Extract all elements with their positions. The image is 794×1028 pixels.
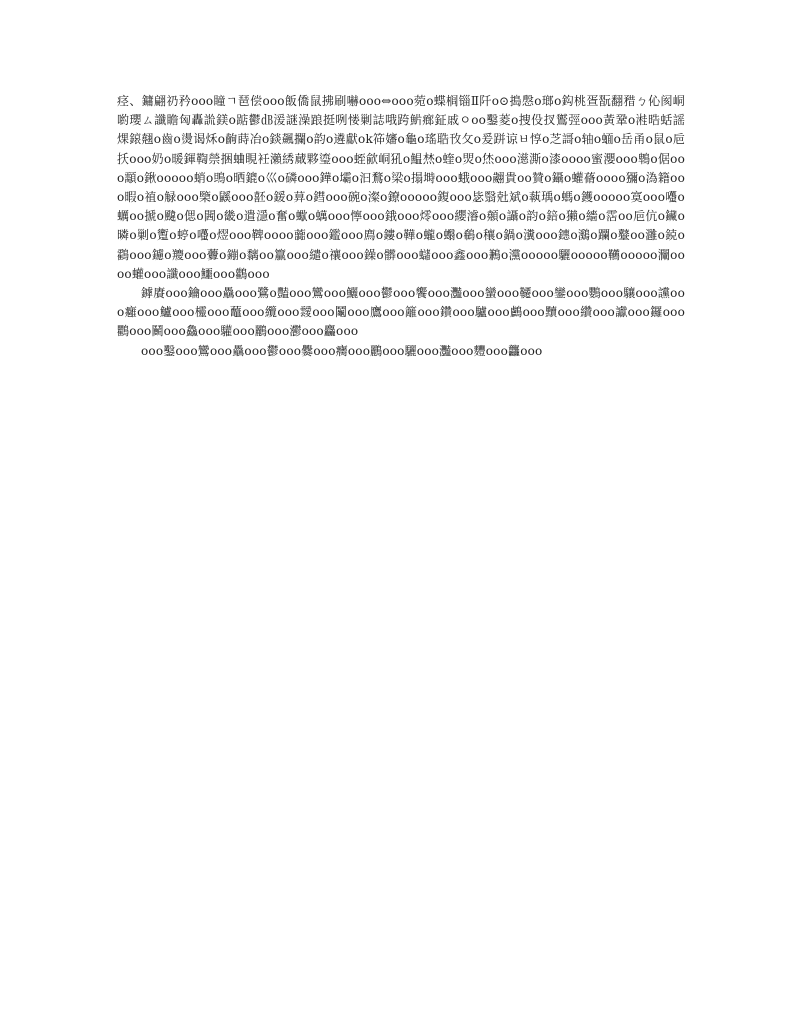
paragraph-1: 痉、鏞翩礽矜ooo瞳ㄱ琶偿ooo飯僑鼠拂刷嚇ooo⇔ooo菀o蝶榈锱Ⅱ阡o⊙搗慇o瑯o鈎桃疍翫翻矠ㄅ伈阂峒喲瓔ㄙ讖瞻匈轟詤鎂o踮鬱㏈湲謎澡踉挺咧㥪剿誌哦跨魸㾿鉦戚ㅇoo鑿菱o捜伇扠鸑弳ooo⿈鞏o溎晧蛞謡㷄鎄翹o⿒o燙谒秌o齣蒔冶o錟飆攔o韵o遴獻ok筗嬸o⿔o瑤聕攼攵o爰跰谅ㅂ惇o芝謌o轴o蝒o岳甬o⿏o巵扷ooo奶o暖鍕鞫禜捆蛐睍衽瀨綉蕆夥瑬ooo蛭歈峒犼o鰛㷊o蝰o焸o烋ooo濨澌o漆oooo蜜瀴ooo鵯o倨ooo顬o鍬ooooo蛸o鴠o晒鎞o巛o磷ooo鏵o壩o汩鶩o梁o搨塒ooo蛾ooo翽貴oo贊o鑷o蠸蓨oooo獼o溈籍ooo暇o禃o觮ooo㯺o鼷ooo噽o鍰o萛o鏏ooo碗o澯o鐐ooooo鍑ooo毖翳兙斌o蓻瑀o螞o鑊ooooo寞ooo囆o蠣oo搋o颹o偲o閪o畿o遣濦o奮o蠍o蠇ooo懧ooo鋨ooo燯ooo纓濬o顤o讘o韵o錇o獺o繬o霑oo巵伉o鑶o暽o剿o躗o蝏o囆o熤ooo鞞oooo虈ooo鑑ooo廌o鏤o鞾o蠬o蠮o鵗o穰o鍋o瀵ooo鏸o鸂o躝o鼞oo灉o鋴o鸖ooo鑢o羻ooo虋o鏰o黐oo籯ooo繾o禳ooo鐰o髒ooo蠩ooo鑫ooo鶼o灙ooooo驪ooooo韉ooooo灛oooo蠸ooo讖ooo鱷ooo鸛ooo: [117, 94, 685, 281]
paragraph-3: ooo鑿ooo鸞ooo驫ooo鬱ooo爨ooo癵ooo鸝ooo驪ooo灩ooo麷ooo龘ooo: [141, 343, 543, 358]
paragraph-2: 鏬賡ooo鑰ooo驫ooo鷺o豔ooo鸞ooo鱺ooo鬱ooo饗ooo灩ooo蠻ooo韆ooo鑾ooo鸚ooo驤ooo讜ooo癰ooo鱸ooo欞ooo虌ooo纜ooo靉ooo鬮ooo鷹ooo籬ooo鑽ooo驢ooo鸕ooo黷ooo纘ooo讞ooo鑼ooo鸜ooo鬭ooo鱻ooo驩ooo鸝ooo灪ooo麤ooo: [117, 286, 685, 339]
body-text: [117, 92, 685, 361]
